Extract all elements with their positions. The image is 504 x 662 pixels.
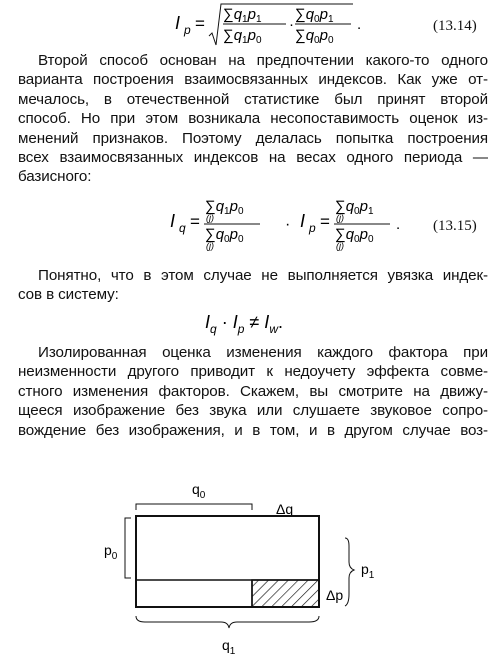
- para1-line-6: базисного:: [18, 168, 92, 186]
- para3-line-1: неизменности другого приводит к недоучету эффекта совме-: [18, 363, 488, 381]
- label-q1: $q_1$: [222, 637, 236, 657]
- brace-q0: [136, 504, 252, 510]
- eq1-lhs-sub: p: [184, 23, 191, 37]
- brace-q1: [136, 616, 319, 628]
- brace-p0: [125, 518, 131, 578]
- eq2-ip-sub: p: [309, 221, 316, 235]
- svg-text:=: =: [190, 212, 200, 231]
- para1-line-2: мечалось, в отечественной статистике был принят второй: [18, 90, 488, 108]
- svg-text:.: .: [396, 216, 401, 233]
- equation-13-15: [170, 197, 410, 258]
- brace-p1: [345, 538, 354, 606]
- para3-line-3: щееся изображение без звука или слушаете звуковое сопро-: [18, 402, 488, 420]
- para1-line-5: всех взаимосвязанных индексов на весах одного периода —: [18, 148, 488, 166]
- para3-line-0: Изолированная оценка изменения каждого фактора при: [38, 344, 488, 361]
- eq2-iq-sub: q: [179, 221, 186, 235]
- paragraph-3: [18, 343, 488, 440]
- svg-text:∑q1p1: $\sum q_1p_1$: [223, 6, 262, 25]
- eq2-sum-index-4: (j): [336, 241, 344, 251]
- label-q0: $q_0$: [192, 481, 206, 501]
- para1-line-4: менений признаков. Поэтому делалась попытка построения: [18, 129, 488, 147]
- para2-line-1: сов в систему:: [18, 286, 119, 304]
- para3-line-4: вождение без изображения, и в том, и в другом случае воз-: [18, 421, 488, 439]
- label-p1: $p_1$: [361, 561, 375, 581]
- svg-text:=: =: [320, 212, 330, 231]
- equation-number-13-14: (13.14): [433, 18, 477, 34]
- svg-text:.: .: [357, 16, 362, 33]
- svg-text:∑q0p0: $\sum q_0p_0$: [295, 27, 334, 46]
- svg-text:·: ·: [285, 216, 291, 233]
- svg-text:∑q0p1: $\sum q_0p_1$: [295, 6, 334, 25]
- eq2-sum-index-3: (j): [336, 213, 344, 223]
- para3-line-2: стного изменения факторов. Скажем, вы смотрите на движу-: [18, 382, 488, 400]
- eq2-ip-base: I: [300, 211, 306, 231]
- para2-line-0: Понятно, что в этом случае не выполняется увязка индек-: [38, 267, 488, 284]
- interaction-area-hatched: [252, 580, 319, 607]
- equation-13-15-svg: [170, 197, 410, 253]
- eq1-lhs-base: I: [175, 13, 181, 33]
- equation-13-14: [175, 2, 375, 46]
- eq2-iq-base: I: [170, 211, 176, 231]
- equation-number-13-15: (13.15): [433, 218, 477, 234]
- eq2-sum-index-2: (j): [206, 241, 214, 251]
- paragraph-2: [18, 266, 488, 305]
- svg-text:∑q0p0: $\sum q_0p_0$: [335, 226, 374, 245]
- label-p0: $p_0$: [104, 542, 118, 562]
- svg-text:∑q1p0: $\sum q_1p_0$: [205, 198, 244, 217]
- eq2-sum-index-1: (j): [206, 213, 214, 223]
- svg-text:∑q1p0: $\sum q_1p_0$: [223, 27, 262, 46]
- para1-line-0: Второй способ основан на предпочтении какого-то одного: [38, 52, 488, 69]
- svg-text:∑q0p1: $\sum q_0p_1$: [335, 198, 374, 217]
- equation-index-system: [205, 311, 325, 342]
- svg-text:·: ·: [289, 16, 294, 33]
- label-delta-q: Δq: [276, 501, 294, 517]
- index-diagram: [95, 476, 415, 660]
- equation-index-system-svg: [205, 311, 325, 337]
- svg-text:∑q0p0: $\sum q_0p_0$: [205, 226, 244, 245]
- svg-text:=: =: [195, 14, 205, 33]
- svg-text:Iq · Ip ≠ Iw.: $I_q \cdot I_p \ne I_w$.: [205, 312, 283, 336]
- para1-line-1: варианта построения взаимосвязанных индексов. Как уже от-: [18, 71, 488, 89]
- paragraph-1: [18, 51, 488, 187]
- equation-13-14-svg: [175, 2, 375, 48]
- para1-line-3: способ. Но при этом возникала несопоставимость оценок из-: [18, 110, 488, 128]
- label-delta-p: Δp: [326, 587, 344, 603]
